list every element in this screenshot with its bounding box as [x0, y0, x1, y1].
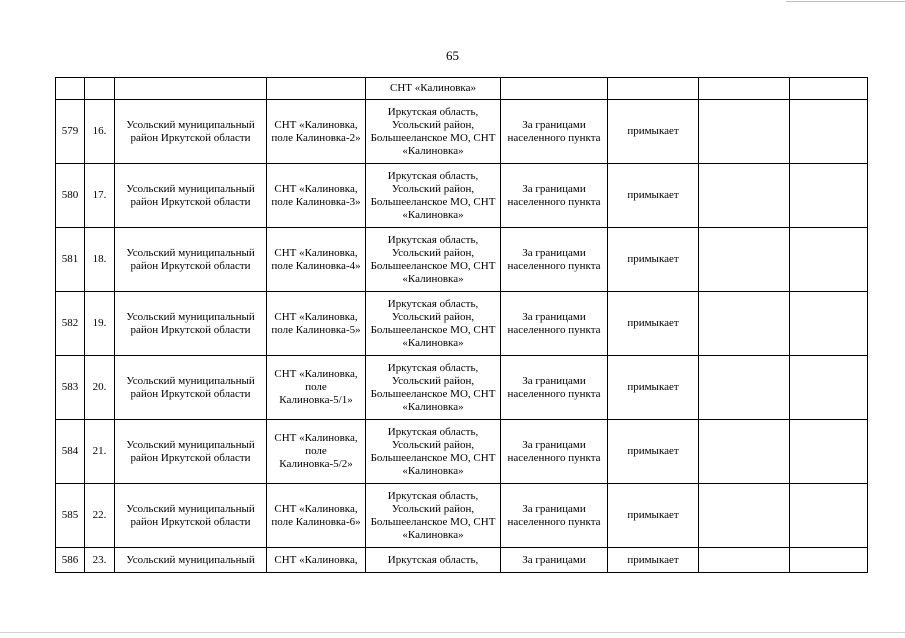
cell-district — [115, 78, 267, 100]
cell-subnumber: 19. — [85, 292, 115, 356]
cell-object-name: СНТ «Калиновка, поле Калиновка-5/1» — [267, 356, 366, 420]
registry-table — [55, 77, 868, 573]
cell-location: Иркутская область, Усольский район, Большееланское МО, СНТ «Калиновка» — [366, 292, 501, 356]
cell-extra-2 — [790, 484, 868, 548]
cell-zone: За границами населенного пункта — [501, 292, 608, 356]
table-row — [56, 292, 868, 356]
cell-extra-2 — [790, 78, 868, 100]
cell-status: примыкает — [608, 484, 699, 548]
cell-object-name: СНТ «Калиновка, поле Калиновка-5/2» — [267, 420, 366, 484]
cell-location: Иркутская область, Усольский район, Большееланское МО, СНТ «Калиновка» — [366, 164, 501, 228]
cell-district: Усольский муниципальный — [115, 548, 267, 573]
cell-number — [56, 78, 85, 100]
table-row — [56, 356, 868, 420]
cell-extra-2 — [790, 548, 868, 573]
scan-artifact-top — [786, 1, 905, 2]
cell-extra-2 — [790, 420, 868, 484]
cell-extra-1 — [699, 228, 790, 292]
cell-location: СНТ «Калиновка» — [366, 78, 501, 100]
cell-object-name — [267, 78, 366, 100]
table-row — [56, 228, 868, 292]
cell-extra-1 — [699, 100, 790, 164]
table-row-last — [56, 548, 868, 573]
cell-extra-1 — [699, 420, 790, 484]
cell-extra-2 — [790, 228, 868, 292]
cell-status: примыкает — [608, 292, 699, 356]
cell-subnumber: 22. — [85, 484, 115, 548]
cell-location: Иркутская область, Усольский район, Большееланское МО, СНТ «Калиновка» — [366, 420, 501, 484]
cell-subnumber: 21. — [85, 420, 115, 484]
cell-zone: За границами населенного пункта — [501, 484, 608, 548]
page-number: 65 — [446, 48, 459, 63]
table-row — [56, 484, 868, 548]
cell-district: Усольский муниципальный район Иркутской области — [115, 100, 267, 164]
cell-extra-1 — [699, 164, 790, 228]
cell-object-name: СНТ «Калиновка, — [267, 548, 366, 573]
cell-subnumber: 23. — [85, 548, 115, 573]
cell-subnumber: 16. — [85, 100, 115, 164]
cell-status: примыкает — [608, 228, 699, 292]
cell-zone: За границами населенного пункта — [501, 164, 608, 228]
cell-extra-1 — [699, 356, 790, 420]
cell-extra-2 — [790, 164, 868, 228]
cell-location: Иркутская область, — [366, 548, 501, 573]
table-row — [56, 100, 868, 164]
cell-object-name: СНТ «Калиновка, поле Калиновка-2» — [267, 100, 366, 164]
cell-extra-1 — [699, 484, 790, 548]
cell-status: примыкает — [608, 164, 699, 228]
cell-district: Усольский муниципальный район Иркутской области — [115, 420, 267, 484]
cell-district: Усольский муниципальный район Иркутской области — [115, 228, 267, 292]
cell-extra-2 — [790, 100, 868, 164]
cell-number: 580 — [56, 164, 85, 228]
cell-subnumber — [85, 78, 115, 100]
cell-location: Иркутская область, Усольский район, Большееланское МО, СНТ «Калиновка» — [366, 356, 501, 420]
cell-number: 579 — [56, 100, 85, 164]
table-row — [56, 420, 868, 484]
cell-object-name: СНТ «Калиновка, поле Калиновка-4» — [267, 228, 366, 292]
cell-extra-2 — [790, 356, 868, 420]
cell-status: примыкает — [608, 420, 699, 484]
cell-zone: За границами населенного пункта — [501, 100, 608, 164]
cell-status — [608, 78, 699, 100]
cell-location: Иркутская область, Усольский район, Большееланское МО, СНТ «Калиновка» — [366, 100, 501, 164]
cell-extra-1 — [699, 548, 790, 573]
cell-subnumber: 17. — [85, 164, 115, 228]
cell-subnumber: 20. — [85, 356, 115, 420]
cell-zone: За границами населенного пункта — [501, 356, 608, 420]
cell-district: Усольский муниципальный район Иркутской области — [115, 292, 267, 356]
cell-object-name: СНТ «Калиновка, поле Калиновка-6» — [267, 484, 366, 548]
cell-location: Иркутская область, Усольский район, Большееланское МО, СНТ «Калиновка» — [366, 484, 501, 548]
cell-status: примыкает — [608, 548, 699, 573]
cell-extra-2 — [790, 292, 868, 356]
cell-location: Иркутская область, Усольский район, Большееланское МО, СНТ «Калиновка» — [366, 228, 501, 292]
cell-status: примыкает — [608, 356, 699, 420]
cell-object-name: СНТ «Калиновка, поле Калиновка-3» — [267, 164, 366, 228]
cell-object-name: СНТ «Калиновка, поле Калиновка-5» — [267, 292, 366, 356]
cell-number: 584 — [56, 420, 85, 484]
cell-subnumber: 18. — [85, 228, 115, 292]
cell-extra-1 — [699, 78, 790, 100]
cell-zone: За границами населенного пункта — [501, 420, 608, 484]
scan-artifact-bottom — [0, 632, 905, 633]
table-row-continued — [56, 78, 868, 100]
cell-district: Усольский муниципальный район Иркутской области — [115, 484, 267, 548]
table-row — [56, 164, 868, 228]
cell-zone — [501, 78, 608, 100]
cell-number: 582 — [56, 292, 85, 356]
cell-number: 586 — [56, 548, 85, 573]
cell-number: 581 — [56, 228, 85, 292]
table-body — [56, 78, 868, 573]
cell-zone: За границами населенного пункта — [501, 228, 608, 292]
cell-status: примыкает — [608, 100, 699, 164]
cell-number: 583 — [56, 356, 85, 420]
cell-district: Усольский муниципальный район Иркутской области — [115, 164, 267, 228]
cell-zone: За границами — [501, 548, 608, 573]
cell-district: Усольский муниципальный район Иркутской области — [115, 356, 267, 420]
cell-number: 585 — [56, 484, 85, 548]
cell-extra-1 — [699, 292, 790, 356]
